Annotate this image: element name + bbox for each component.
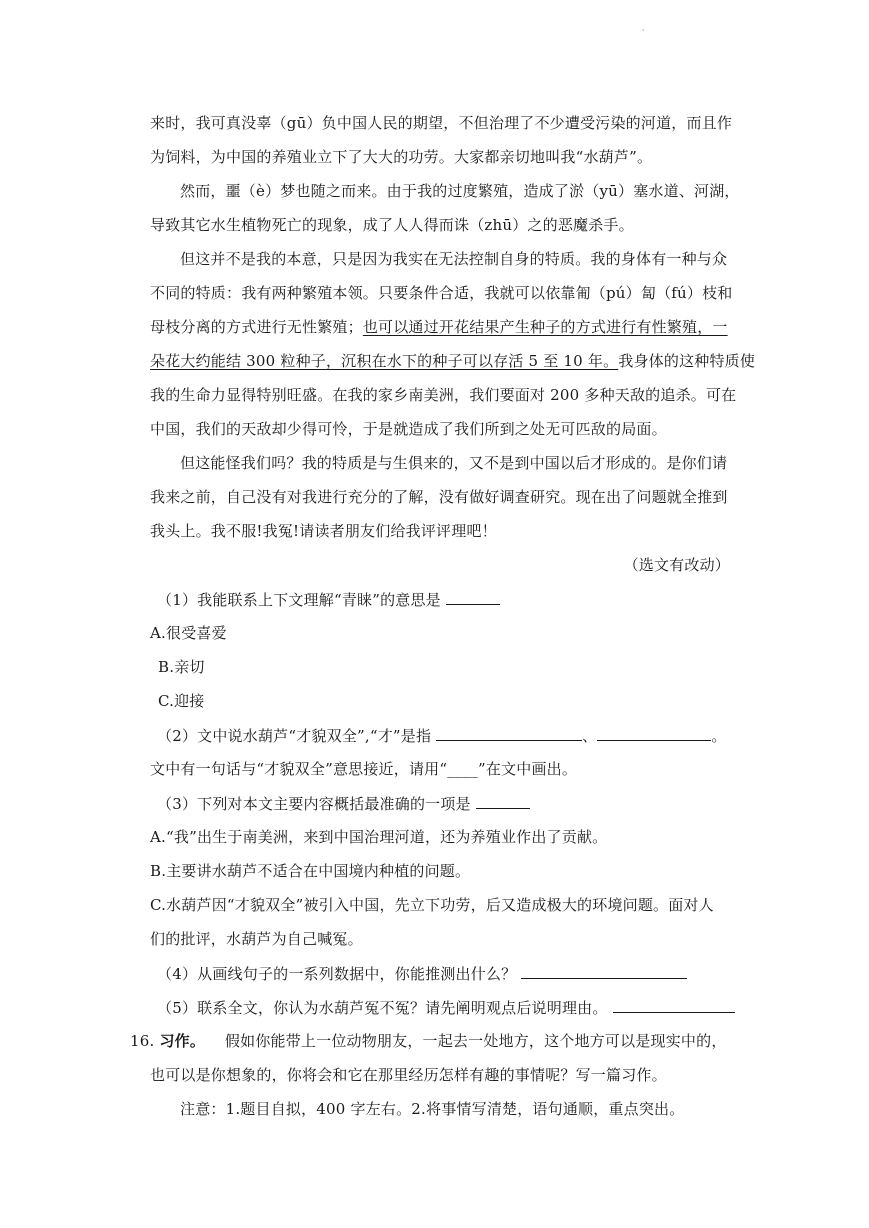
option-c-continued: 们的批评，水葫芦为自己喊冤。 <box>150 930 363 948</box>
option-a: A.很受喜爱 <box>150 624 227 642</box>
question-1 <box>157 588 747 611</box>
passage-line: 不同的特质：我有两种繁殖本领。只要条件合适，我就可以依靠匍（pú）匐（fú）枝和 <box>150 284 733 302</box>
passage-line: 但这能怪我们吗？我的特质是与生俱来的，又不是到中国以后才形成的。是你们请 <box>180 454 728 472</box>
passage-line: 中国，我们的天敌却少得可怜，于是就造成了我们所到之处无可匹敌的局面。 <box>150 420 667 438</box>
question-text: （4）从画线句子的一系列数据中，你能推测出什么？ <box>157 965 517 983</box>
question-5 <box>157 996 747 1019</box>
answer-blank[interactable] <box>436 724 582 741</box>
option-b: B.主要讲水葫芦不适合在中国境内种植的问题。 <box>150 862 471 880</box>
option-a: A.“我”出生于南美洲，来到中国治理河道，还为养殖业作出了贡献。 <box>150 828 608 846</box>
option-b: B.亲切 <box>158 658 205 676</box>
question-4 <box>157 962 747 985</box>
answer-blank[interactable] <box>446 588 500 605</box>
passage-line <box>150 316 740 338</box>
question-text: （2）文中说水葫芦“才貌双全”,“才”是指 <box>157 727 432 745</box>
passage-line: 来时，我可真没辜（gū）负中国人民的期望，不但治理了不少遭受污染的河道，而且作 <box>150 114 733 132</box>
source-note: （选文有改动） <box>623 556 730 574</box>
question-number: 16. <box>130 1032 155 1050</box>
answer-blank[interactable] <box>521 962 687 979</box>
passage-line: 但这并不是我的本意，只是因为我实在无法控制自身的特质。我的身体有一种与众 <box>180 250 728 268</box>
option-c: C.水葫芦因“才貌双全”被引入中国，先立下功劳，后又造成极大的环境问题。面对人 <box>150 896 714 914</box>
answer-blank[interactable] <box>613 996 735 1013</box>
page-mark: ' <box>642 28 645 37</box>
plain-text: 母枝分离的方式进行无性繁殖； <box>150 318 363 336</box>
passage-line: 导致其它水生植物死亡的现象，成了人人得而诛（zhū）之的恶魔杀手。 <box>150 216 634 234</box>
underlined-sentence: 也可以通过开花结果产生种子的方式进行有性繁殖，一 <box>362 318 728 336</box>
question-2 <box>157 724 747 747</box>
answer-blank[interactable] <box>597 724 711 741</box>
answer-blank[interactable] <box>476 792 530 809</box>
question-16 <box>130 1030 740 1052</box>
passage-line: 为饲料，为中国的养殖业立下了大大的功劳。大家都亲切地叫我“水葫芦”。 <box>150 148 653 166</box>
question-3 <box>157 792 747 815</box>
underlined-sentence: 朵花大约能结 300 粒种子，沉积在水下的种子可以存活 5 至 10 年。 <box>150 352 619 370</box>
question-text: （1）我能联系上下文理解“青睐”的意思是 <box>157 591 441 609</box>
plain-text: 我身体的这种特质使 <box>618 352 756 370</box>
separator: 、 <box>582 727 598 745</box>
question-16-line-2: 也可以是你想象的，你将会和它在那里经历怎样有趣的事情呢？写一篇习作。 <box>150 1066 667 1084</box>
question-title: 习作。 <box>159 1032 206 1050</box>
passage-line: 我的生命力显得特别旺盛。在我的家乡南美洲，我们要面对 200 多种天敌的追杀。可在 <box>150 386 737 404</box>
passage-line <box>150 350 756 372</box>
passage-line: 我来之前，自己没有对我进行充分的了解，没有做好调查研究。现在出了问题就全推到 <box>150 488 728 506</box>
passage-line: 我头上。我不服!我冤!请读者朋友们给我评评理吧！ <box>150 522 497 540</box>
period: 。 <box>711 727 727 745</box>
question-16-note: 注意：1.题目自拟，400 字左右。2.将事情写清楚，语句通顺，重点突出。 <box>180 1100 685 1118</box>
question-text: 假如你能带上一位动物朋友，一起去一处地方，这个地方可以是现实中的， <box>224 1032 727 1050</box>
option-c: C.迎接 <box>158 692 205 710</box>
passage-line: 然而，噩（è）梦也随之而来。由于我的过度繁殖，造成了淤（yū）塞水道、河湖， <box>180 182 740 200</box>
question-2-line-2: 文中有一句话与“才貌双全”意思接近，请用“____”在文中画出。 <box>150 760 578 778</box>
question-text: （5）联系全文，你认为水葫芦冤不冤？请先阐明观点后说明理由。 <box>157 999 608 1017</box>
question-text: （3）下列对本文主要内容概括最准确的一项是 <box>157 795 471 813</box>
